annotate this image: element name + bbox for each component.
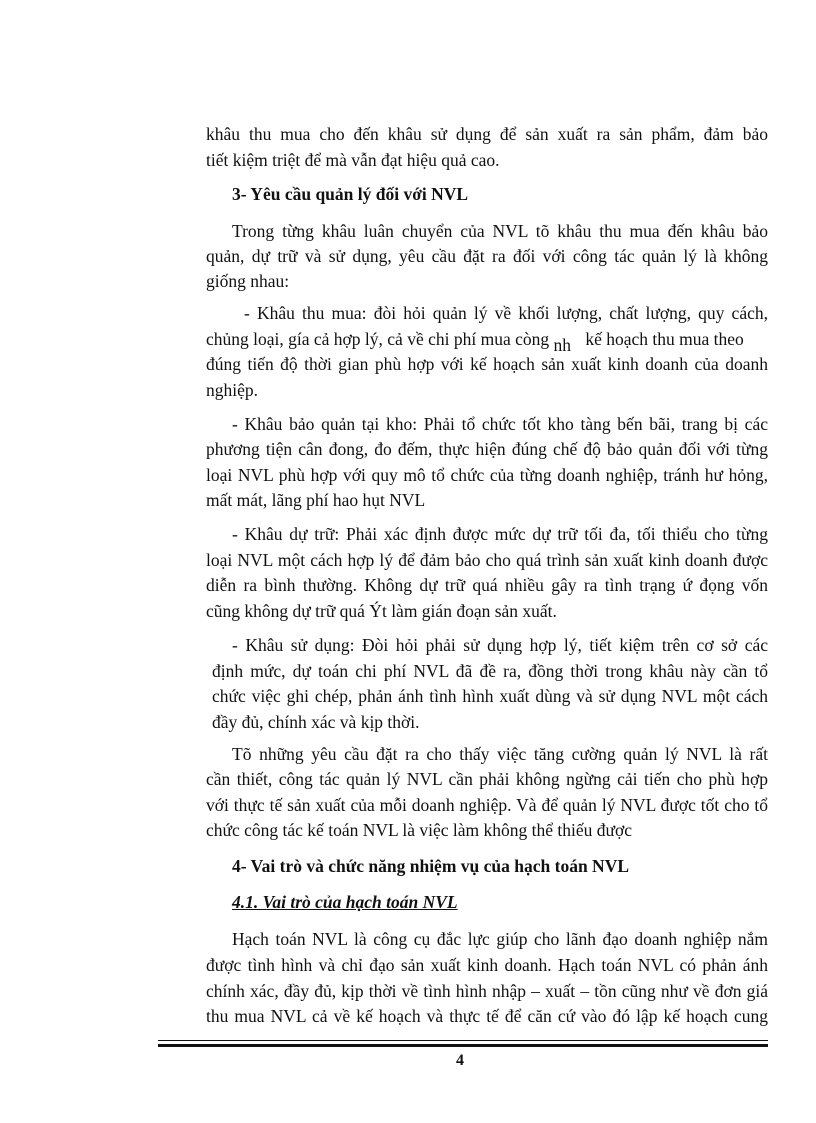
paragraph-line: giống nhau: xyxy=(206,271,290,291)
paragraph-line-with-subscript xyxy=(206,328,768,355)
section-heading-3: 3- Yêu cầu quản lý đối với NVL xyxy=(232,184,469,204)
paragraph-line: chức công tác kế toán NVL là việc làm không thể thiếu được xyxy=(206,820,633,840)
paragraph-line: cần thiết, công tác quản lý NVL cần phải không ngừng cải tiến cho phù hợp xyxy=(206,769,768,789)
paragraph-line: tiết kiệm triệt để mà vẫn đạt hiệu quả cao. xyxy=(206,150,500,170)
footer-rule xyxy=(158,1040,768,1041)
paragraph-line: đầy đủ, chính xác và kịp thời. xyxy=(212,712,420,732)
paragraph-line: - Khâu dự trữ: Phải xác định được mức dự trữ tối đa, tối thiểu cho từng xyxy=(232,524,768,544)
paragraph-text: chủng loại, gía cả hợp lý, cả về chi phí mua còng xyxy=(206,329,550,349)
paragraph-line: Tõ những yêu cầu đặt ra cho thấy việc tăng cường quản lý NVL là rất xyxy=(232,744,768,764)
paragraph-line: diễn ra bình thường. Không dự trữ quá nhiều gây ra tình trạng ứ đọng vốn xyxy=(206,575,768,595)
paragraph-line: khâu thu mua cho đến khâu sử dụng để sản xuất ra sản phẩm, đảm bảo xyxy=(206,124,768,144)
paragraph-text: kế hoạch thu mua theo xyxy=(585,329,744,349)
paragraph-line: đúng tiến độ thời gian phù hợp với kế hoạch sản xuất kinh doanh của doanh xyxy=(206,354,768,374)
paragraph-line: mất mát, lãng phí hao hụt NVL xyxy=(206,490,426,510)
paragraph-line: - Khâu bảo quản tại kho: Phải tổ chức tốt kho tàng bến bãi, trang bị các xyxy=(232,414,768,434)
subsection-heading-4-1: 4.1. Vai trò của hạch toán NVL xyxy=(232,892,458,912)
paragraph-line: Trong từng khâu luân chuyển của NVL tõ khâu thu mua đến khâu bảo xyxy=(232,221,768,241)
paragraph-line: cũng không dự trữ quá Ýt làm gián đoạn sản xuất. xyxy=(206,601,557,621)
section-heading-4: 4- Vai trò và chức năng nhiệm vụ của hạch toán NVL xyxy=(232,856,630,876)
footer-rule-thick xyxy=(158,1044,768,1047)
paragraph-line: chức việc ghi chép, phản ánh tình hình xuất dùng và sử dụng NVL một cách xyxy=(212,686,768,706)
paragraph-line: quản, dự trữ và sử dụng, yêu cầu đặt ra đối với công tác quản lý là không xyxy=(206,246,768,266)
paragraph-line: - Khâu thu mua: đòi hỏi quản lý về khối lượng, chất lượng, quy cách, xyxy=(244,303,768,323)
paragraph-line: chính xác, đầy đủ, kịp thời về tình hình nhập – xuất – tồn cũng như về đơn giá xyxy=(206,981,768,1001)
paragraph-line: định mức, dự toán chi phí NVL đã đề ra, đồng thời trong khâu này cần tổ xyxy=(212,661,768,681)
paragraph-line: thu mua NVL cả về kế hoạch và thực tế để căn cứ vào đó lập kế hoạch cung xyxy=(206,1006,768,1026)
paragraph-line: Hạch toán NVL là công cụ đắc lực giúp cho lãnh đạo doanh nghiệp nắm xyxy=(232,929,768,949)
paragraph-line: phương tiện cân đong, đo đếm, thực hiện đúng chế độ bảo quản đối với từng xyxy=(206,439,768,459)
paragraph-line: - Khâu sử dụng: Đòi hỏi phải sử dụng hợp lý, tiết kiệm trên cơ sở các xyxy=(232,635,768,655)
paragraph-line: nghiệp. xyxy=(206,380,259,400)
paragraph-line: với thực tế sản xuất của mỗi doanh nghiệp. Và để quản lý NVL được tốt cho tổ xyxy=(206,795,768,815)
page-number: 4 xyxy=(456,1052,464,1069)
subscript-text: nh xyxy=(553,335,571,355)
paragraph-line: loại NVL một cách hợp lý để đảm bảo cho quá trình sản xuất kinh doanh được xyxy=(206,550,768,570)
paragraph-line: loại NVL phù hợp với quy mô tổ chức của từng doanh nghiệp, tránh hư hỏng, xyxy=(206,465,768,485)
paragraph-line: được tình hình và chỉ đạo sản xuất kinh doanh. Hạch toán NVL có phản ánh xyxy=(206,955,768,975)
